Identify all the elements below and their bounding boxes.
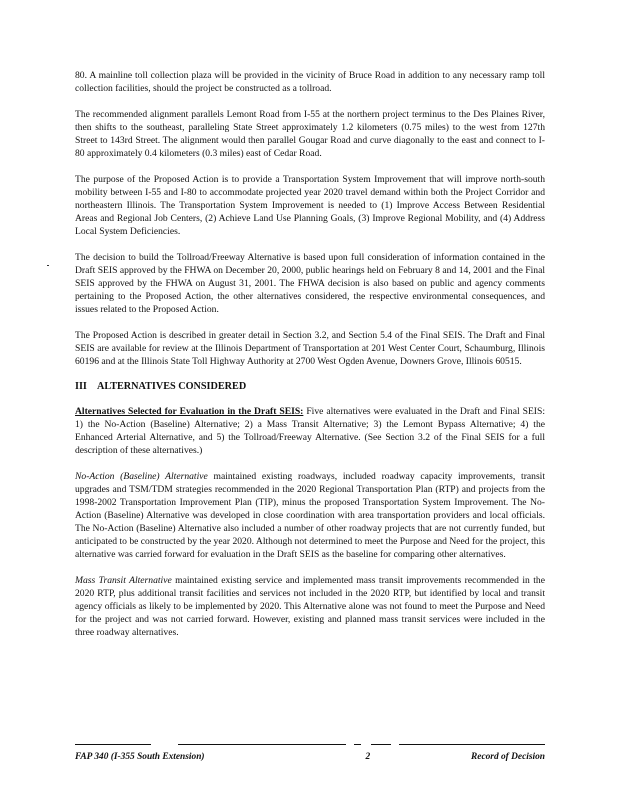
paragraph-mass-transit (75, 574, 545, 639)
section-title: ALTERNATIVES CONSIDERED (97, 381, 247, 392)
no-action-text: maintained existing roadways, included roadway capacity improvements, transit upgrades and TSM/TDM strategies recommended in the 2020 Regional Transportation Plan (RTP) and projects from the 1998-2002 Transportation Improvement Plan (TIP), minus the proposed Transportation System Improvement. The No-Action (Baseline) Alternative was developed in close coordination with area transportation providers and local officials. The No-Action (Baseline) Alternative also included a number of other roadway projects that are not currently funded, but anticipated to be constructed by the year 2020. Although not determined to meet the Purpose and Need for the project, this alternative was carried forward for evaluation in the Draft SEIS as the baseline for comparing other alternatives. (75, 471, 546, 560)
alternatives-selected-lead: Alternatives Selected for Evaluation in the Draft SEIS: (75, 406, 304, 417)
section-number: III (75, 381, 87, 392)
footer-rule (75, 744, 545, 746)
footer-doc-title: Record of Decision (471, 752, 545, 762)
paragraph-toll-plaza: 80. A mainline toll collection plaza will be provided in the vicinity of Bruce Road in addition to any necessary ramp toll collection facilities, should the project be constructed as a tollroad. (75, 70, 545, 94)
paragraph-purpose: The purpose of the Proposed Action is to provide a Transportation System Improvement that will improve north-south mobility between I-55 and I-80 to accommodate projected year 2020 travel demand within both the Project Corridor and northeastern Illinois. The Transportation System Improvement is needed to (1) Improve Access Between Residential Areas and Regional Job Centers, (2) Achieve Land Use Planning Goals, (3) Improve Regional Mobility, and (4) Address Local System Deficiencies. (75, 174, 545, 237)
footer-project: FAP 340 (I-355 South Extension) (75, 752, 205, 762)
alternatives-selected-text: Five alternatives were evaluated in the Draft and Final SEIS: 1) the No-Action (Baseline) Alternative; 2) a Mass Transit Alternative; 3) the Lemont Bypass Alternative; 4) the Enhanced Arterial Alternative, and 5) the Tollroad/Freeway Alternative. (See Section 3.2 of the Final SEIS for a full description of these alternatives.) (75, 406, 545, 456)
page-footer (75, 752, 545, 762)
paragraph-no-action (75, 470, 545, 561)
paragraph-alternatives-selected (75, 405, 545, 457)
paragraph-decision: The decision to build the Tollroad/Freeway Alternative is based upon full consideration of information contained in the Draft SEIS approved by the FHWA on December 20, 2000, public hearings held on February 8 and 14, 2001 and the Final SEIS approved by the FHWA on August 31, 2001. The FHWA decision is also based on public and agency comments pertaining to the Proposed Action, the other alternatives considered, the respective environmental consequences, and issues related to the Proposed Action. (75, 252, 545, 315)
document-body (75, 69, 545, 652)
mass-transit-text: maintained existing service and implemented mass transit improvements recommended in the 2020 RTP, plus additional transit facilities and services not included in the 2020 RTP, but identified by local and transit agency officials as likely to be implemented by 2020. This Alternative alone was not found to meet the Purpose and Need for the project and was not carried forward. However, existing and planned mass transit services were included in the three roadway alternatives. (75, 575, 545, 638)
section-heading (75, 381, 545, 392)
paragraph-proposed-action: The Proposed Action is described in greater detail in Section 3.2, and Section 5.4 of the Final SEIS. The Draft and Final SEIS are available for review at the Illinois Department of Transportation at 201 West Center Court, Schaumburg, Illinois 60196 and at the Illinois State Toll Highway Authority at 2700 West Ogden Avenue, Downers Grove, Illinois 60515. (75, 330, 545, 367)
margin-mark (47, 265, 49, 266)
paragraph-alignment: The recommended alignment parallels Lemont Road from I-55 at the northern project terminus to the Des Plaines River, then shifts to the southeast, paralleling State Street approximately 1.2 kilometers (0.75 miles) to the west from 127th Street to 143rd Street. The alignment would then parallel Gougar Road and curve diagonally to the east and connect to I-80 approximately 0.4 kilometers (0.3 miles) east of Cedar Road. (75, 109, 545, 159)
footer-page-number: 2 (365, 752, 371, 762)
no-action-lead: No-Action (Baseline) Alternative (75, 471, 208, 482)
mass-transit-lead: Mass Transit Alternative (75, 575, 172, 586)
